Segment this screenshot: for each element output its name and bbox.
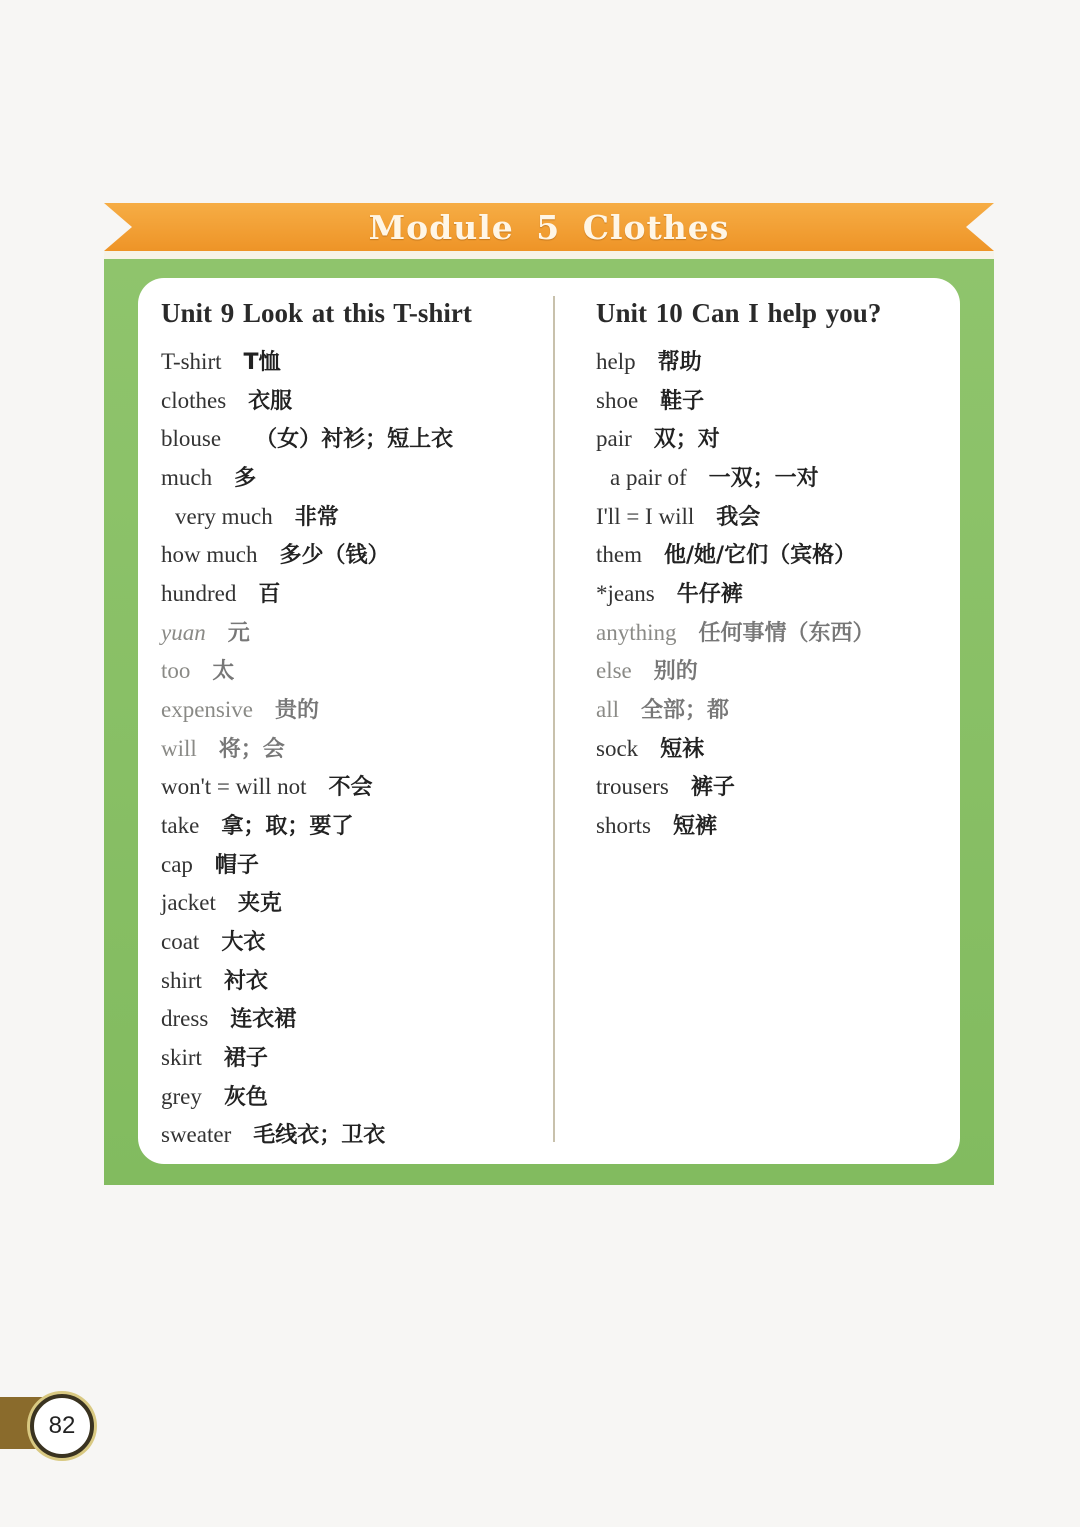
banner-stripe xyxy=(104,251,994,259)
vocabulary-card xyxy=(138,278,960,1164)
vocab-entry: yuan 元 xyxy=(161,620,250,646)
vocab-entry: dress 连衣裙 xyxy=(161,1006,297,1032)
vocab-entry: sock 短袜 xyxy=(596,736,705,762)
vocab-entry: shorts 短裤 xyxy=(596,813,717,839)
unit-10-title: Unit 10 Can I help you? xyxy=(596,298,882,328)
vocab-entry: skirt 裙子 xyxy=(161,1045,268,1071)
vocab-entry: all 全部；都 xyxy=(596,697,730,723)
vocab-entry: shoe 鞋子 xyxy=(596,388,705,414)
column-divider xyxy=(553,296,555,1142)
vocab-entry: coat 大衣 xyxy=(161,929,266,955)
vocab-entry: much 多 xyxy=(161,465,257,491)
vocab-entry: how much 多少（钱） xyxy=(161,542,390,568)
vocab-entry: jacket 夹克 xyxy=(161,890,282,916)
vocab-entry: trousers 裤子 xyxy=(596,774,735,800)
vocab-entry: a pair of 一双；一对 xyxy=(610,465,819,491)
vocab-entry: will 将；会 xyxy=(161,736,285,762)
vocab-entry: help 帮助 xyxy=(596,349,702,375)
vocab-entry: very much 非常 xyxy=(175,504,339,530)
vocab-entry: anything 任何事情（东西） xyxy=(596,620,875,646)
vocab-entry: I'll = I will 我会 xyxy=(596,504,761,530)
vocab-entry: pair 双；对 xyxy=(596,426,720,452)
vocab-entry: *jeans 牛仔裤 xyxy=(596,581,743,607)
vocab-entry: shirt 衬衣 xyxy=(161,968,268,994)
unit-9-title: Unit 9 Look at this T-shirt xyxy=(161,298,472,328)
vocab-entry: else 别的 xyxy=(596,658,698,684)
vocab-entry: T-shirt T恤 xyxy=(161,349,281,375)
vocab-entry: too 太 xyxy=(161,658,235,684)
vocab-entry: hundred 百 xyxy=(161,581,281,607)
vocab-entry: blouse （女）衬衫；短上衣 xyxy=(161,426,454,452)
module-banner xyxy=(104,203,994,251)
vocab-entry: sweater 毛线衣；卫衣 xyxy=(161,1122,386,1148)
vocab-entry: take 拿；取；要了 xyxy=(161,813,354,839)
page-number: 82 xyxy=(30,1394,94,1458)
vocab-entry: won't = will not 不会 xyxy=(161,774,373,800)
vocab-entry: clothes 衣服 xyxy=(161,388,293,414)
module-title: Module 5 Clothes xyxy=(368,207,730,247)
vocabulary-panel xyxy=(104,259,994,1185)
vocab-entry: expensive 贵的 xyxy=(161,697,319,723)
vocab-entry: them 他/她/它们（宾格） xyxy=(596,542,857,568)
vocab-entry: grey 灰色 xyxy=(161,1084,268,1110)
vocab-entry: cap 帽子 xyxy=(161,852,259,878)
